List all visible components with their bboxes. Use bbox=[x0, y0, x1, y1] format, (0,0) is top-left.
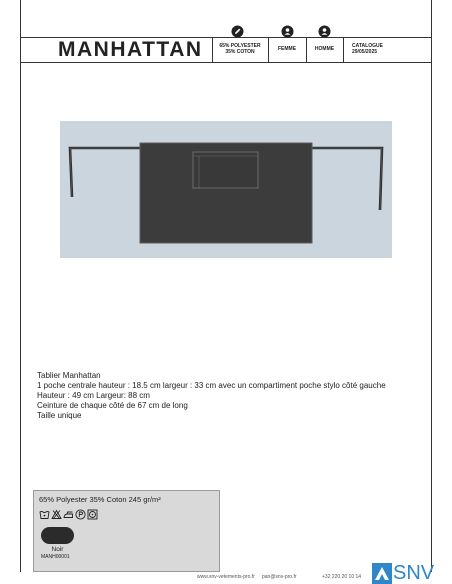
color-name: Noir bbox=[51, 546, 64, 553]
page-frame-right bbox=[431, 0, 432, 572]
apron-belt-left bbox=[70, 148, 142, 197]
snv-logo-icon bbox=[372, 563, 392, 584]
iron-icon bbox=[63, 509, 74, 520]
gender-men: HOMME bbox=[314, 46, 335, 52]
apron-belt-right-stitch bbox=[310, 148, 382, 210]
product-preview bbox=[60, 121, 392, 258]
wash-tub-icon bbox=[39, 509, 50, 520]
fabric-line-1: 65% POLYESTER bbox=[219, 43, 261, 49]
footer-phone: +32 220 20 10 14 bbox=[322, 574, 362, 580]
catalogue-date: 29/05/2025 bbox=[352, 49, 378, 55]
footer-website[interactable]: www.snv-vetements-pro.fr bbox=[197, 574, 255, 580]
tumble-dry-icon bbox=[87, 509, 98, 520]
gender-women: FEMME bbox=[277, 46, 297, 52]
fabric-composition: 65% Polyester 35% Coton 245 gr/m² bbox=[39, 495, 161, 504]
spec-box bbox=[33, 490, 220, 572]
snv-logo-text: SNV bbox=[393, 562, 435, 584]
product-description bbox=[37, 371, 417, 421]
color-swatch bbox=[41, 527, 74, 544]
fabric-line-2: 35% COTON bbox=[225, 49, 255, 55]
header-bottom-rule bbox=[20, 62, 432, 63]
apron-drawing bbox=[60, 121, 392, 258]
professional-clean-p-icon bbox=[75, 509, 86, 520]
catalogue-label: CATALOGUE bbox=[352, 43, 383, 49]
description-line: Hauteur : 49 cm Largeur: 88 cm bbox=[37, 391, 150, 400]
apron-pocket bbox=[193, 152, 258, 188]
no-bleach-icon bbox=[51, 509, 62, 520]
description-line: Ceinture de chaque côté de 67 cm de long bbox=[37, 401, 188, 410]
apron-belt-left-stitch bbox=[70, 148, 142, 197]
page-frame-left bbox=[20, 0, 21, 572]
pencil-icon bbox=[231, 25, 244, 38]
product-title: MANHATTAN bbox=[58, 38, 203, 61]
color-reference: MANH00001 bbox=[41, 554, 70, 560]
description-line: 1 poche centrale hauteur : 18.5 cm largeur : 33 cm avec un compartiment poche stylo côté gauche bbox=[37, 381, 386, 390]
description-line: Taille unique bbox=[37, 411, 82, 420]
header-divider bbox=[343, 37, 344, 62]
person-icon bbox=[281, 25, 294, 38]
care-instructions bbox=[39, 509, 98, 520]
description-title: Tablier Manhattan bbox=[37, 371, 101, 380]
apron-belt-right bbox=[310, 148, 382, 210]
footer-email[interactable]: pan@snv-pro.fr bbox=[262, 574, 297, 580]
person-icon bbox=[318, 25, 331, 38]
